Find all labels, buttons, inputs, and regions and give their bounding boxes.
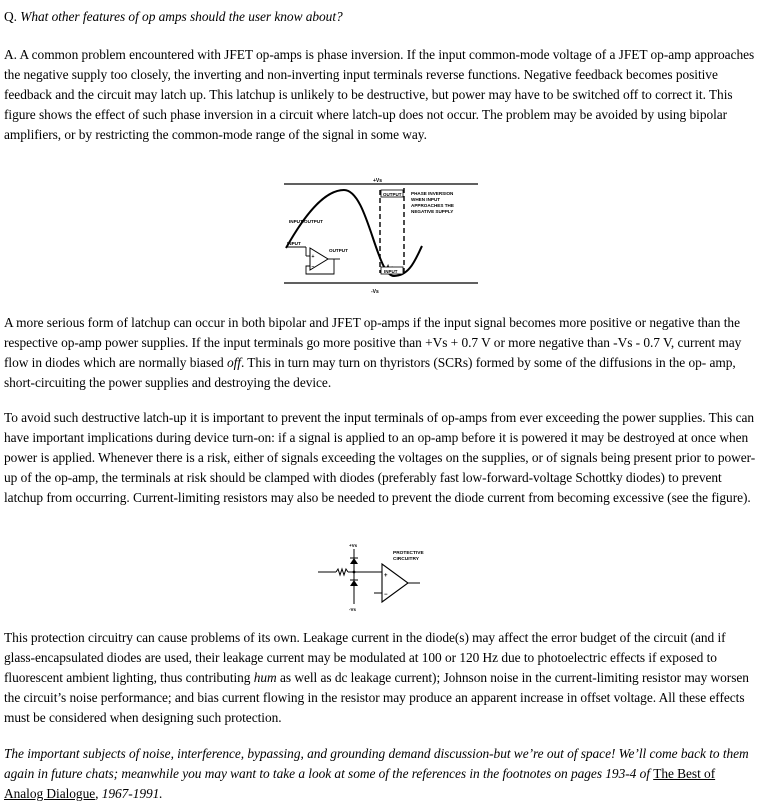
protection-paragraph xyxy=(4,628,756,728)
figure1-output-tag: OUTPUT xyxy=(383,192,402,197)
opamp-minus: − xyxy=(311,264,315,270)
figure1-vs-pos: +Vs xyxy=(373,178,383,184)
figure1-input-output: INPUT/OUTPUT xyxy=(289,219,323,224)
waveform-curve xyxy=(286,190,422,276)
opamp2-minus: − xyxy=(384,592,388,598)
closing-text-1: The important subjects of noise, interference, bypassing, and grounding demand discussion-but we’re out of space! We’ll come back to them again in future chats; meanwhile you may want to take a look at some of the references in the footnotes on pages 193-4 of xyxy=(4,746,749,781)
protection-hum-word: hum xyxy=(253,670,277,685)
protective-circuitry-figure xyxy=(316,540,438,614)
figure1-input: INPUT xyxy=(287,241,301,246)
figure1-vs-neg: -Vs xyxy=(371,289,379,295)
closing-paragraph xyxy=(4,744,756,804)
answer-intro-paragraph: A. A common problem encountered with JFET op-amps is phase inversion. If the input common-mode voltage of a JFET op-amp approaches the negative supply too closely, the inverting and non-inverting input terminals reverse functions. Negative feedback becomes positive feedback and the circuit may latch up. This latchup is unlikely to be destructive, but power may have to be switched off to correct it. This figure shows the effect of such phase inversion in a circuit where latch-up does not occur. The problem may be avoided by using bipolar amplifiers, or by restricting the common-mode range of the signal in some way. xyxy=(4,47,755,142)
latchup-off-word: off xyxy=(226,355,241,370)
upper-diode-icon xyxy=(350,558,358,564)
latchup-text-1: A more serious form of latchup can occur in both bipolar and JFET op-amps if the input signal becomes more positive or negative than the respective op-amp power supplies. If the input terminals go more positive than +Vs + 0.7 V or more negative than -Vs - 0.7 V, current may flow in diodes which are normally biased xyxy=(4,315,742,370)
book-title-link[interactable]: The Best of Analog Dialogue xyxy=(4,766,716,801)
figure1-input-low: INPUT xyxy=(384,269,398,274)
figure2-label-line2: CIRCUITRY xyxy=(393,557,419,562)
figure2-vs-neg: -Vs xyxy=(349,607,357,612)
opamp-plus: + xyxy=(311,254,315,260)
latchup-text-2: . This in turn may turn on thyristors (SCRs) formed by some of the diffusions in the op- amp, short-circuiting the power supplies and destroying the device. xyxy=(4,355,736,390)
junction-dot xyxy=(353,571,356,574)
phase-inversion-figure xyxy=(284,176,480,296)
latchup-paragraph xyxy=(4,313,756,393)
figure2-vs-pos: +Vs xyxy=(349,543,358,548)
phase-note-line3: APPROACHES THE xyxy=(411,203,454,208)
figure2-label-line1: PROTECTIVE xyxy=(393,551,424,556)
opamp2-plus: + xyxy=(384,573,388,579)
phase-note-line2: WHEN INPUT xyxy=(411,197,441,202)
avoid-paragraph: To avoid such destructive latch-up it is important to prevent the input terminals of op-amps from ever exceeding the power supplies. This can have important implications during device turn-on: if a signal is applied to an op-amp before it is powered it may be destroyed at once when power is applied. Whenever there is a risk, either of signals exceeding the voltages on the supplies, or of signals being present prior to power-up of the op-amp, the terminals at risk should be clamped with diodes (preferably fast low-forward-voltage Schottky diodes) to prevent latchup from occurring. Current-limiting resistors may also be needed to prevent the diode current from becoming excessive (see the figure). xyxy=(4,410,756,505)
protection-text-2: as well as dc leakage current); Johnson noise in the current-limiting resistor may worsen the circuit’s noise performance; and bias current flowing in the resistor may produce an apparent increase in offset voltage. All these effects must be considered when designing such protection. xyxy=(4,670,749,725)
phase-note-line4: NEGATIVE SUPPLY xyxy=(411,209,454,214)
resistor-icon xyxy=(336,569,348,575)
question-text: What other features of op amps should the user know about? xyxy=(20,9,343,24)
phase-note-line1: PHASE INVERSION xyxy=(411,191,454,196)
lower-diode-icon xyxy=(350,580,358,586)
figure1-output: OUTPUT xyxy=(329,248,348,253)
question-paragraph xyxy=(4,7,756,27)
protection-text-1: This protection circuitry can cause problems of its own. Leakage current in the diode(s) may affect the error budget of the circuit (and if glass-encapsulated diodes are used, their leakage current may be modulated at 100 or 120 Hz due to photoelectric effects if exposed to fluorescent ambient lighting, thus contributing xyxy=(4,630,726,685)
question-prefix: Q. xyxy=(4,9,21,24)
closing-text-2: , 1967-1991. xyxy=(95,786,163,801)
